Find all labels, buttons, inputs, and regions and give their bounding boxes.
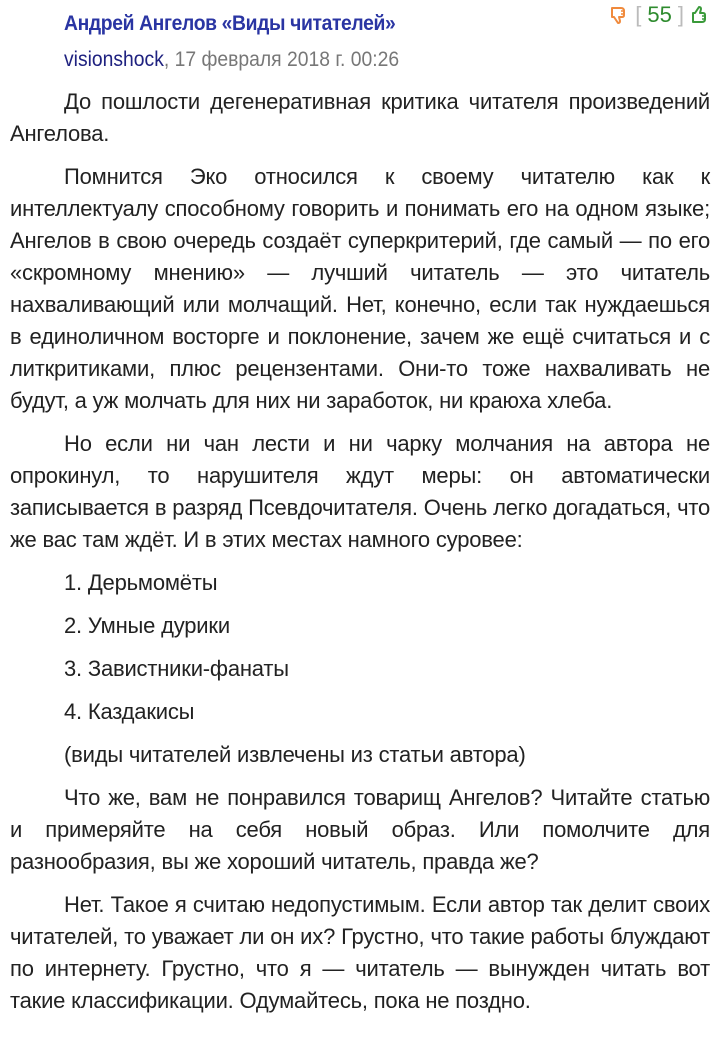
vote-score: 55 xyxy=(647,2,672,27)
list-item: 2. Умные дурики xyxy=(64,613,230,638)
paragraph: Но если ни чан лести и ни чарку молчания на автора не опрокинул, то нарушителя ждут меры: он автоматически записывается в разряд Псевдочитателя. Очень легко догадаться, что же вас там ждёт. И в этих местах намного суровее: xyxy=(10,431,710,552)
article-body xyxy=(10,86,710,1028)
list-item: 4. Каздакисы xyxy=(64,699,195,724)
paragraph: Что же, вам не понравился товарищ Ангелов? Читайте статью и примеряйте на себя новый образ. Или помолчите для разнообразия, вы же хороший читатель, правда же? xyxy=(10,785,710,874)
thumbs-up-icon[interactable] xyxy=(690,5,710,25)
close-bracket: ] xyxy=(677,2,684,27)
paragraph: Нет. Такое я считаю недопустимым. Если автор так делит своих читателей, то уважает ли он их? Грустно, что такие работы блуждают по интернету. Грустно, что я — читатель — вынужден читать вот такие классификации. Одумайтесь, пока не поздно. xyxy=(10,892,710,1013)
list-note: (виды читателей извлечены из статьи автора) xyxy=(64,742,526,767)
paragraph: До пошлости дегенеративная критика читателя произведений Ангелова. xyxy=(10,89,710,146)
post-header xyxy=(0,0,720,78)
list-item: 3. Завистники-фанаты xyxy=(64,656,289,681)
open-bracket: [ xyxy=(635,2,642,27)
post-title[interactable]: Андрей Ангелов «Виды читателей» xyxy=(64,12,396,35)
post-date: , 17 февраля 2018 г. 00:26 xyxy=(163,48,400,71)
author-link[interactable]: visionshock xyxy=(64,48,164,71)
thumbs-down-icon[interactable] xyxy=(609,5,629,25)
list-item: 1. Дерьмомёты xyxy=(64,570,218,595)
vote-widget xyxy=(609,2,710,28)
paragraph: Помнится Эко относился к своему читателю как к интеллектуалу способному говорить и понимать его на одном языке; Ангелов в свою очередь создаёт суперкритерий, где самый — по его «скромному мнению» — лучший читатель — это читатель нахваливающий или молчащий. Нет, конечно, если так нуждаешься в единоличном восторге и поклонение, зачем же ещё считаться и с литкритиками, плюс рецензентами. Они-то тоже нахваливать не будут, а уж молчать для них ни заработок, ни краюха хлеба. xyxy=(10,164,710,413)
post-meta xyxy=(64,48,399,72)
